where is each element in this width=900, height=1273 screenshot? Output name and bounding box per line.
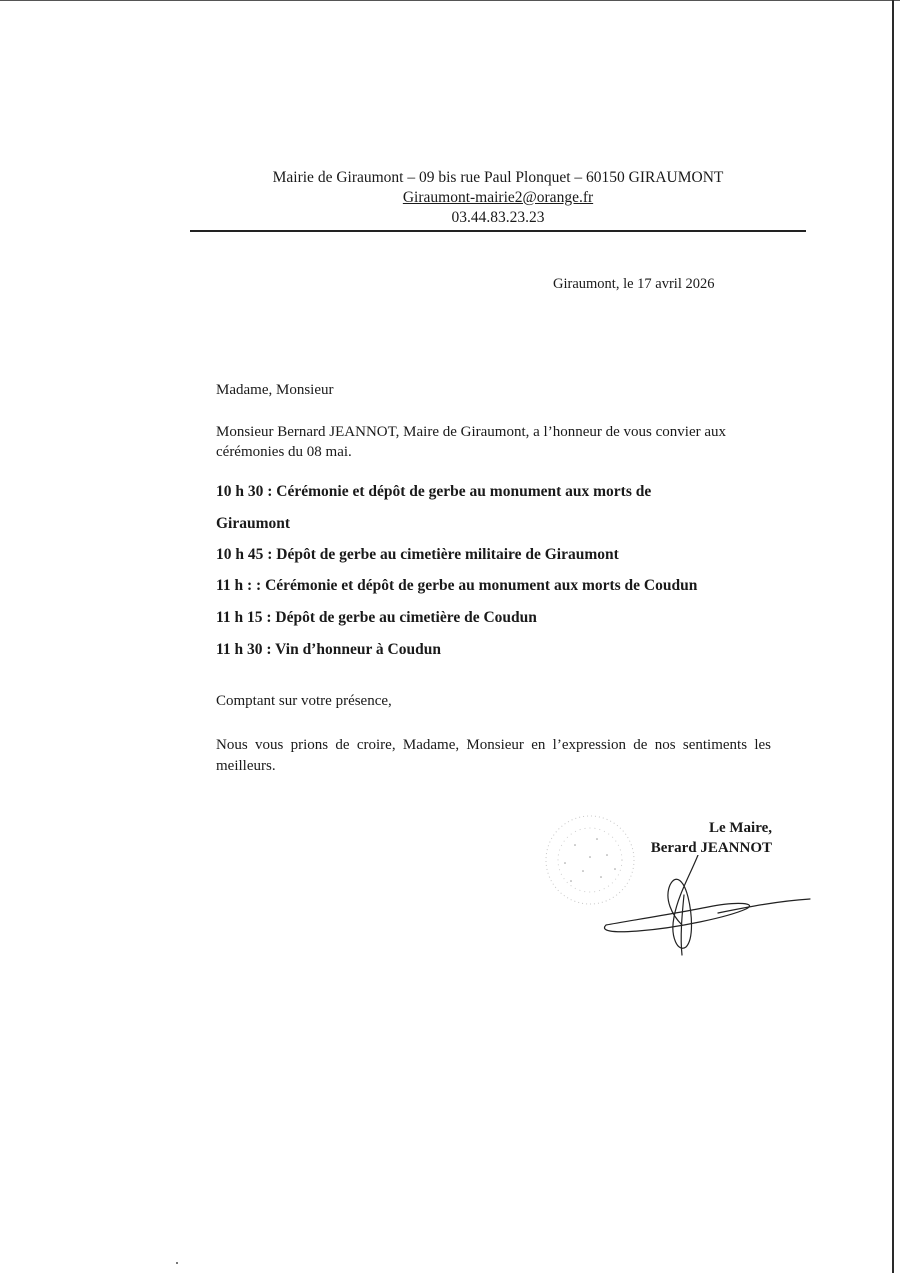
program-item: 11 h 15 : Dépôt de gerbe au cimetière de Coudun <box>216 609 537 626</box>
greeting: Madame, Monsieur <box>216 382 334 398</box>
handwritten-signature-icon <box>598 855 813 960</box>
program-item: 10 h 30 : Cérémonie et dépôt de gerbe au monument aux morts de <box>216 483 652 500</box>
letterhead-phone: 03.44.83.23.23 <box>451 209 545 226</box>
letterhead-email: Giraumont-mairie2@orange.fr <box>402 189 594 206</box>
scan-top-edge <box>0 0 900 1</box>
signatory-title: Le Maire, <box>708 820 772 836</box>
scan-speck <box>176 1262 178 1264</box>
letterhead <box>190 168 806 228</box>
program-item: 11 h 30 : Vin d’honneur à Coudun <box>216 641 441 658</box>
scan-right-edge <box>892 0 894 1273</box>
letterhead-rule <box>190 230 806 232</box>
signatory-name: Berard JEANNOT <box>650 840 772 856</box>
intro-paragraph: Monsieur Bernard JEANNOT, Maire de Giraumont, a l’honneur de vous convier aux cérémonies du 08 mai. <box>216 424 726 460</box>
program-item: 10 h 45 : Dépôt de gerbe au cimetière militaire de Giraumont <box>216 546 619 563</box>
letterhead-address: Mairie de Giraumont – 09 bis rue Paul Plonquet – 60150 GIRAUMONT <box>272 169 724 186</box>
program-item: Giraumont <box>216 515 291 532</box>
closing-paragraph: Nous vous prions de croire, Madame, Monsieur en l’expression de nos sentiments les meilleurs. <box>216 737 771 774</box>
signatory-block <box>600 818 772 858</box>
closing-line: Comptant sur votre présence, <box>216 693 392 709</box>
program-item: 11 h : : Cérémonie et dépôt de gerbe au monument aux morts de Coudun <box>216 577 698 594</box>
date-line: Giraumont, le 17 avril 2026 <box>553 276 715 292</box>
